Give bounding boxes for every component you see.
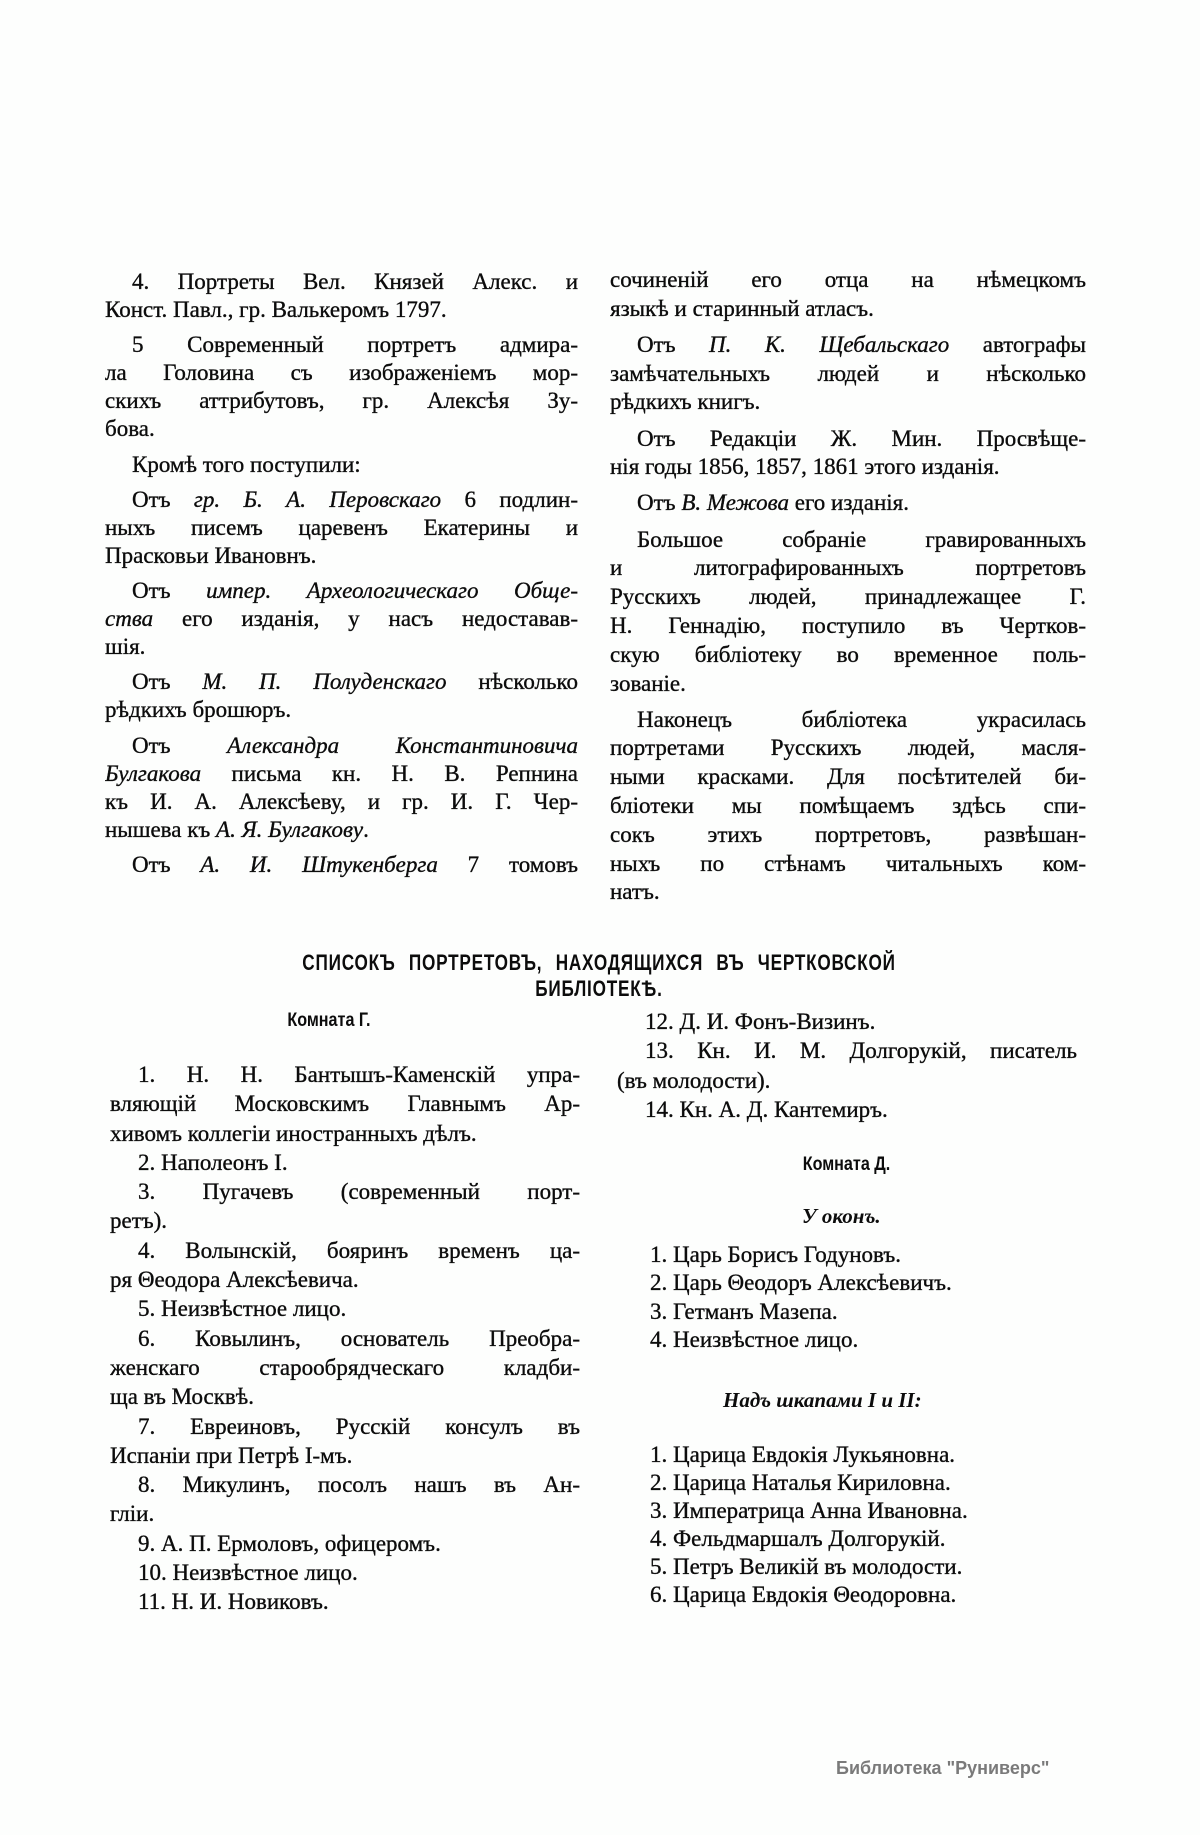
text-line: (въ молодости). — [617, 1067, 771, 1093]
list-item — [110, 1529, 580, 1558]
list-item: 5. Петръ Великій въ молодости. — [650, 1554, 963, 1579]
paragraph — [610, 425, 1086, 483]
list-item — [617, 1095, 1077, 1124]
room-g-list-left — [110, 1060, 580, 1617]
paragraph — [105, 486, 578, 570]
text-line — [105, 486, 578, 514]
text-segment: нышева къ — [105, 816, 217, 842]
text-line — [105, 577, 578, 605]
text-line: хивомъ коллегіи иностранныхъ дѣлъ. — [110, 1120, 477, 1146]
text-line — [610, 331, 1086, 360]
library-watermark: Библиотека "Руниверс" — [836, 1758, 1050, 1778]
text-line — [610, 489, 1086, 518]
italic-name: М. П. Полуденскаго — [202, 669, 447, 695]
list-item: 3. Гетманъ Мазепа. — [650, 1298, 838, 1324]
text-line: Русскихъ людей, принадлежащее Г. — [610, 584, 1086, 610]
text-line: Отъ Редакціи Ж. Мин. Просвѣще- — [637, 425, 1086, 451]
list-item — [617, 1007, 1077, 1036]
text-line: рѣдкихъ книгъ. — [610, 389, 761, 415]
text-line: вляющій Московскимъ Главнымъ Ар- — [110, 1091, 580, 1117]
text-line: Н. Геннадію, поступило въ Чертков- — [610, 612, 1086, 638]
room-g-list-right — [617, 1007, 1077, 1124]
paragraph — [105, 732, 578, 844]
list-item: 3. Императрица Анна Ивановна. — [650, 1498, 968, 1523]
portrait-list-heading: СПИСОКЪ ПОРТРЕТОВЪ, НАХОДЯЩИХСЯ ВЪ ЧЕРТКОВСКОЙ БИБЛІОТЕКѢ. — [302, 950, 896, 1001]
cabinets-subheading: Надъ шкапами I и II: — [723, 1388, 922, 1412]
list-item — [110, 1294, 580, 1323]
left-column-text — [105, 268, 578, 886]
text-line: 8. Микулинъ, посолъ нашъ въ Ан- — [138, 1472, 580, 1498]
text-line: ныхъ писемъ царевенъ Екатерины и — [105, 514, 578, 540]
italic-name: А. Я. Булгакову — [216, 816, 364, 842]
text-segment: 7 томовъ — [437, 852, 578, 878]
text-line: 2. Наполеонъ I. — [138, 1149, 288, 1175]
text-line: портретами Русскихъ людей, масля- — [610, 735, 1086, 761]
list-item — [110, 1470, 580, 1529]
paragraph — [610, 526, 1086, 699]
text-line — [105, 760, 578, 788]
paragraph — [105, 577, 578, 661]
right-column-text — [610, 266, 1086, 915]
italic-name: А. И. Штукенберга — [200, 852, 438, 878]
text-line: 4. Портреты Вел. Князей Алекс. и — [132, 269, 578, 294]
text-segment: Отъ — [132, 578, 207, 604]
text-line: Наконецъ библіотека украсилась — [637, 706, 1086, 732]
text-line: 13. Кн. И. М. Долгорукій, писатель — [645, 1038, 1077, 1064]
text-line: бова. — [105, 416, 155, 442]
text-line: 7. Евреиновъ, Русскій консулъ въ — [138, 1413, 580, 1439]
text-line: бліотеки мы помѣщаемъ здѣсь спи- — [610, 793, 1086, 819]
list-item: 2. Царица Наталья Кириловна. — [650, 1470, 951, 1495]
list-item — [110, 1587, 580, 1616]
paragraph — [105, 851, 578, 879]
paragraph — [610, 706, 1086, 908]
text-line: ла Головина съ изображеніемъ мор- — [105, 360, 578, 386]
windows-subheading: У оконъ. — [802, 1204, 881, 1228]
text-line: 5 Современный портретъ адмира- — [132, 332, 578, 358]
text-segment: Отъ — [637, 331, 710, 357]
text-segment: его изданія. — [788, 490, 909, 516]
text-line: женскаго старообрядческаго кладби- — [110, 1354, 580, 1380]
paragraph — [610, 266, 1086, 324]
text-line: скую библіотеку во временное поль- — [610, 641, 1086, 667]
list-item: 6. Царица Евдокія Θеодоровна. — [650, 1582, 957, 1607]
text-segment: Отъ — [132, 852, 201, 878]
text-line: гліи. — [110, 1501, 155, 1527]
text-segment: . — [363, 816, 369, 842]
list-item: 1. Царица Евдокія Лукьяновна. — [650, 1442, 956, 1467]
text-line: замѣчательныхъ людей и нѣсколько — [610, 360, 1086, 386]
room-d-heading: Комната Д. — [802, 1154, 891, 1175]
text-segment: Отъ — [132, 486, 194, 512]
paragraph — [105, 668, 578, 724]
text-line: 4. Волынскій, бояринъ временъ ца- — [138, 1237, 580, 1263]
text-line: сокъ этихъ портретовъ, развѣшан- — [610, 821, 1086, 847]
text-line: Кромѣ того поступили: — [132, 451, 361, 477]
text-line: Большое собраніе гравированныхъ — [637, 526, 1086, 552]
text-line: 1. Н. Н. Бантышъ-Каменскій упра- — [138, 1062, 580, 1087]
text-line: 6. Ковылинъ, основатель Преобра- — [138, 1325, 580, 1351]
text-line: 12. Д. И. Фонъ-Визинъ. — [645, 1009, 876, 1034]
text-line — [105, 732, 578, 760]
text-line: ными красками. Для посѣтителей би- — [610, 764, 1086, 790]
text-line: шія. — [105, 634, 146, 660]
paragraph — [105, 268, 578, 324]
text-line: скихъ аттрибутовъ, гр. Алексѣя Зу- — [105, 388, 578, 414]
list-item — [110, 1558, 580, 1587]
text-line: Конст. Павл., гр. Валькеромъ 1797. — [105, 297, 447, 322]
list-item — [110, 1236, 580, 1295]
text-line: рѣдкихъ брошюръ. — [105, 697, 292, 723]
text-line — [105, 851, 578, 879]
list-item — [110, 1324, 580, 1412]
list-item — [110, 1412, 580, 1471]
text-line: Прасковьи Ивановнъ. — [105, 542, 317, 568]
cabinets-portrait-list — [650, 1441, 1090, 1609]
text-line: и литографированныхъ портретовъ — [610, 555, 1086, 581]
text-line — [105, 816, 578, 844]
italic-name: П. К. Щебальскаго — [709, 331, 950, 357]
text-line: ныхъ по стѣнамъ читальныхъ ком- — [610, 850, 1086, 876]
paragraph — [610, 489, 1086, 518]
text-segment: Отъ — [132, 669, 203, 695]
text-line: нія годы 1856, 1857, 1861 этого изданія. — [610, 454, 1000, 480]
text-line: ща въ Москвѣ. — [110, 1384, 255, 1410]
paragraph — [105, 451, 578, 479]
text-line: зованіе. — [610, 670, 686, 696]
list-item — [110, 1060, 580, 1148]
text-segment: письма кн. Н. В. Репнина — [201, 760, 578, 786]
text-segment: автографы — [949, 331, 1086, 357]
italic-name: В. Межова — [681, 490, 789, 516]
text-line: 3. Пугачевъ (современный порт- — [138, 1179, 580, 1205]
text-line: 11. Н. И. Новиковъ. — [138, 1589, 329, 1615]
paragraph — [610, 331, 1086, 417]
windows-portrait-list — [650, 1241, 1090, 1355]
list-item — [110, 1177, 580, 1236]
text-line: 5. Неизвѣстное лицо. — [138, 1296, 347, 1322]
text-line — [105, 668, 578, 696]
italic-name: ства — [105, 606, 154, 632]
text-segment: его изданія, у насъ недоставав- — [153, 606, 578, 632]
list-item — [110, 1148, 580, 1177]
italic-name: Булгакова — [105, 760, 202, 786]
text-line: Испаніи при Петрѣ I-мъ. — [110, 1442, 353, 1468]
text-line: 10. Неизвѣстное лицо. — [138, 1560, 358, 1586]
text-line: натъ. — [610, 879, 660, 905]
italic-name: Александра Константиновича — [227, 732, 578, 758]
text-line: ретъ). — [110, 1208, 168, 1234]
text-line: 9. А. П. Ермоловъ, офицеромъ. — [138, 1530, 441, 1556]
italic-name: гр. Б. А. Перовскаго — [193, 486, 442, 512]
list-item: 4. Фельдмаршалъ Долгорукій. — [650, 1526, 946, 1551]
paragraph — [105, 331, 578, 443]
text-segment: Отъ — [637, 490, 682, 516]
list-item: 4. Неизвѣстное лицо. — [650, 1327, 859, 1353]
text-line: ря Θеодора Алексѣевича. — [110, 1267, 359, 1293]
room-g-heading: Комната Г. — [287, 1010, 371, 1031]
list-item: 2. Царь Θеодоръ Алексѣевичъ. — [650, 1270, 952, 1296]
list-item: 1. Царь Борисъ Годуновъ. — [650, 1242, 901, 1267]
italic-name: импер. Археологическаго Обще- — [206, 578, 578, 604]
text-line: 14. Кн. А. Д. Кантемиръ. — [645, 1096, 888, 1122]
list-item — [617, 1036, 1077, 1095]
text-line: языкѣ и старинный атласъ. — [610, 295, 874, 321]
text-line: къ И. А. Алексѣеву, и гр. И. Г. Чер- — [105, 788, 578, 814]
text-line: сочиненій его отца на нѣмецкомъ — [610, 267, 1086, 292]
text-segment: 6 подлин- — [441, 486, 578, 512]
text-line — [105, 605, 578, 633]
text-segment: нѣсколько — [446, 669, 578, 695]
text-segment: Отъ — [132, 732, 228, 758]
